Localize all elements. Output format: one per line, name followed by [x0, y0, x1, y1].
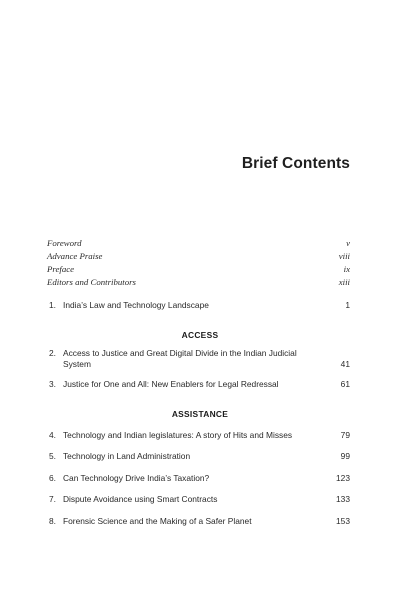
- chapter-title: Technology in Land Administration: [63, 451, 191, 461]
- front-matter-page: viii: [338, 251, 350, 261]
- chapter-number: 2.: [49, 348, 56, 358]
- chapter-page: 79: [340, 430, 350, 440]
- chapter-page: 123: [336, 473, 350, 483]
- front-matter-label: Preface: [47, 264, 75, 274]
- front-matter-item: [47, 264, 350, 274]
- chapter-page: 1: [345, 300, 350, 310]
- front-matter-label: Foreword: [47, 238, 82, 248]
- chapter-number: 1.: [49, 300, 56, 310]
- chapter-title: Access to Justice and Great Digital Divide in the Indian Judicial System: [63, 348, 297, 369]
- chapter-page: 153: [336, 516, 350, 526]
- front-matter-item: [47, 277, 350, 287]
- chapter-title: Justice for One and All: New Enablers for Legal Redressal: [63, 379, 279, 389]
- front-matter-item: [47, 251, 350, 261]
- front-matter-item: [47, 238, 350, 248]
- chapter-title: Can Technology Drive India’s Taxation?: [63, 473, 210, 483]
- front-matter-page: ix: [343, 264, 350, 274]
- chapter-page: 41: [340, 359, 350, 369]
- chapter-page: 61: [340, 379, 350, 389]
- section-heading-access: ACCESS: [181, 330, 219, 340]
- chapter-number: 6.: [49, 473, 56, 483]
- chapter-number: 4.: [49, 430, 56, 440]
- front-matter-label: Editors and Contributors: [47, 277, 136, 287]
- chapter-number: 3.: [49, 379, 56, 389]
- chapter-number: 7.: [49, 494, 56, 504]
- chapter-number: 5.: [49, 451, 56, 461]
- front-matter-page: v: [346, 238, 350, 248]
- chapter-number: 8.: [49, 516, 56, 526]
- chapter-page: 99: [340, 451, 350, 461]
- chapter-title: Dispute Avoidance using Smart Contracts: [63, 494, 218, 504]
- chapter-title: Technology and Indian legislatures: A story of Hits and Misses: [63, 430, 293, 440]
- page-title: Brief Contents: [241, 155, 350, 172]
- chapter-title: India’s Law and Technology Landscape: [63, 300, 209, 310]
- front-matter-label: Advance Praise: [47, 251, 103, 261]
- section-heading-assistance: ASSISTANCE: [171, 409, 229, 419]
- chapter-title: Forensic Science and the Making of a Safer Planet: [63, 516, 252, 526]
- front-matter-page: xiii: [338, 277, 350, 287]
- chapter-page: 133: [336, 494, 350, 504]
